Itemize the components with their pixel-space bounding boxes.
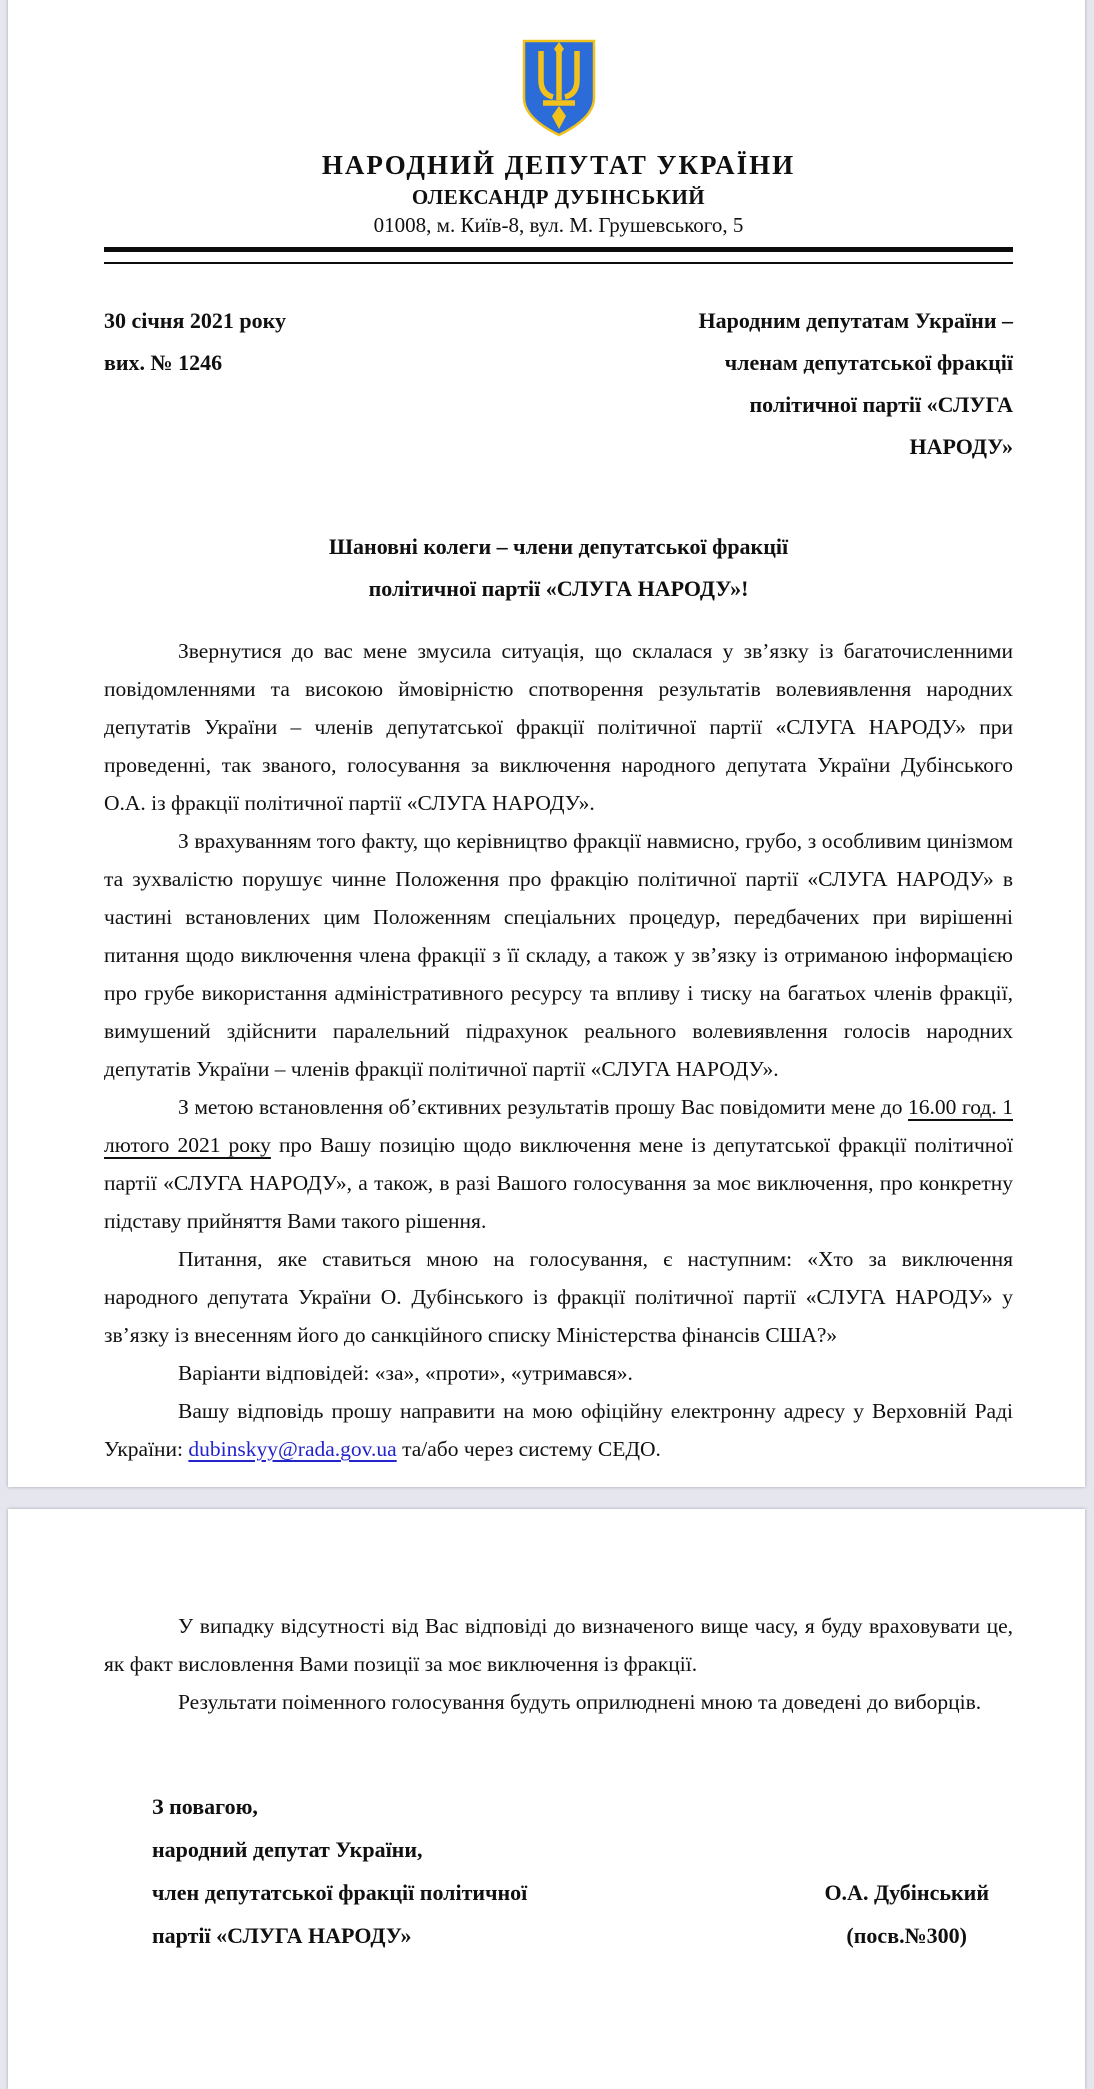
paragraph-text: Вашу відповідь прошу направити на мою офіційну електронну адресу у Верховній Раді України:	[104, 1399, 1013, 1461]
signature-line: партії «СЛУГА НАРОДУ»	[152, 1923, 412, 1948]
addressee-line: політичної партії «СЛУГА	[749, 392, 1013, 417]
letter-page-1	[8, 0, 1085, 1487]
signature-title-lines	[104, 1785, 527, 1957]
salutation-line: Шановні колеги – члени депутатської фракції	[328, 534, 789, 559]
email-link[interactable]: dubinskyy@rada.gov.ua	[188, 1437, 397, 1461]
letterhead-deputy-name: ОЛЕКСАНДР ДУБІНСЬКИЙ	[411, 185, 706, 209]
salutation-line: політичної партії «СЛУГА НАРОДУ»!	[368, 576, 749, 601]
signatory-credential: (посв.№300)	[846, 1923, 968, 1948]
addressee-block	[493, 300, 1013, 468]
addressee-line: Народним депутатам України –	[698, 308, 1013, 333]
signature-line: З повагою,	[152, 1794, 258, 1819]
letter-body-page-2	[104, 1607, 1013, 1721]
paragraph-text: про Вашу позицію щодо виключення мене із депутатської фракції політичної партії «СЛУГА НАРОДУ», а також, в разі Вашого голосування за моє виключення, про конкретну підставу прийняття Вами такого рішення.	[104, 1133, 1013, 1233]
signature-block	[104, 1785, 1013, 1957]
paragraph-text: та/або через систему СЕДО.	[396, 1437, 661, 1461]
paragraph: З врахуванням того факту, що керівництво фракції навмисно, грубо, з особливим цинізмом та зухвалістю порушує чинне Положення про фракцію політичної партії «СЛУГА НАРОДУ» в частині встановлених цим Положенням спеціальних процедур, передбачених при вирішенні питання щодо виключення члена фракції з її складу, а також у зв’язку із отриманою інформацією про грубе використання адміністративного ресурсу та впливу і тиску на багатьох членів фракції, вимушений здійснити паралельний підрахунок реального волевиявлення голосів народних депутатів України – членів фракції політичної партії «СЛУГА НАРОДУ».	[104, 829, 1013, 1081]
deadline-underlined-text: 16.00 год. 1 лютого 2021 року	[104, 1095, 1013, 1157]
letterhead-title: НАРОДНИЙ ДЕПУТАТ УКРАЇНИ	[321, 150, 796, 180]
letterhead-divider	[104, 247, 1013, 264]
signature-line: член депутатської фракції політичної	[152, 1880, 528, 1905]
letter-date: 30 січня 2021 року	[104, 308, 286, 333]
addressee-line: НАРОДУ»	[909, 434, 1013, 459]
signatory-name: О.А. Дубінський	[824, 1880, 989, 1905]
addressee-line: членам депутатської фракції	[724, 350, 1013, 375]
meta-row	[104, 300, 1013, 468]
letterhead-address: 01008, м. Київ-8, вул. М. Грушевського, 5	[373, 213, 744, 237]
paragraph: Звернутися до вас мене змусила ситуація, що склалася у зв’язку із багаточисленними повідомленнями та високою ймовірністю спотворення результатів волевиявлення народних депутатів України – членів депутатської фракції політичної партії «СЛУГА НАРОДУ» при проведенні, так званого, голосування за виключення народного депутата України Дубінського О.А. із фракції політичної партії «СЛУГА НАРОДУ».	[104, 639, 1013, 815]
ukraine-trident-emblem-icon	[520, 38, 598, 138]
signature-line: народний депутат України,	[152, 1837, 423, 1862]
date-block	[104, 300, 286, 468]
signatory	[824, 1871, 989, 1957]
paragraph: У випадку відсутності від Вас відповіді до визначеного вище часу, я буду враховувати це, як факт висловлення Вами позиції за моє виключення із фракції.	[104, 1614, 1013, 1676]
paragraph	[104, 1392, 1013, 1468]
paragraph: Питання, яке ставиться мною на голосування, є наступним: «Хто за виключення народного депутата України О. Дубінського із фракції політичної партії «СЛУГА НАРОДУ» у зв’язку із внесенням його до санкційного списку Міністерства фінансів США?»	[104, 1247, 1013, 1347]
paragraph-text: З метою встановлення об’єктивних результатів прошу Вас повідомити мене до	[178, 1095, 909, 1119]
letterhead	[104, 38, 1013, 264]
paragraph	[104, 1088, 1013, 1240]
paragraph: Результати поіменного голосування будуть оприлюднені мною та доведені до виборців.	[178, 1690, 982, 1714]
salutation	[104, 526, 1013, 610]
letter-body-page-1	[104, 632, 1013, 1468]
paragraph: Варіанти відповідей: «за», «проти», «утримався».	[178, 1361, 633, 1385]
letter-page-2	[8, 1509, 1085, 2089]
letter-ref-number: вих. № 1246	[104, 350, 223, 375]
